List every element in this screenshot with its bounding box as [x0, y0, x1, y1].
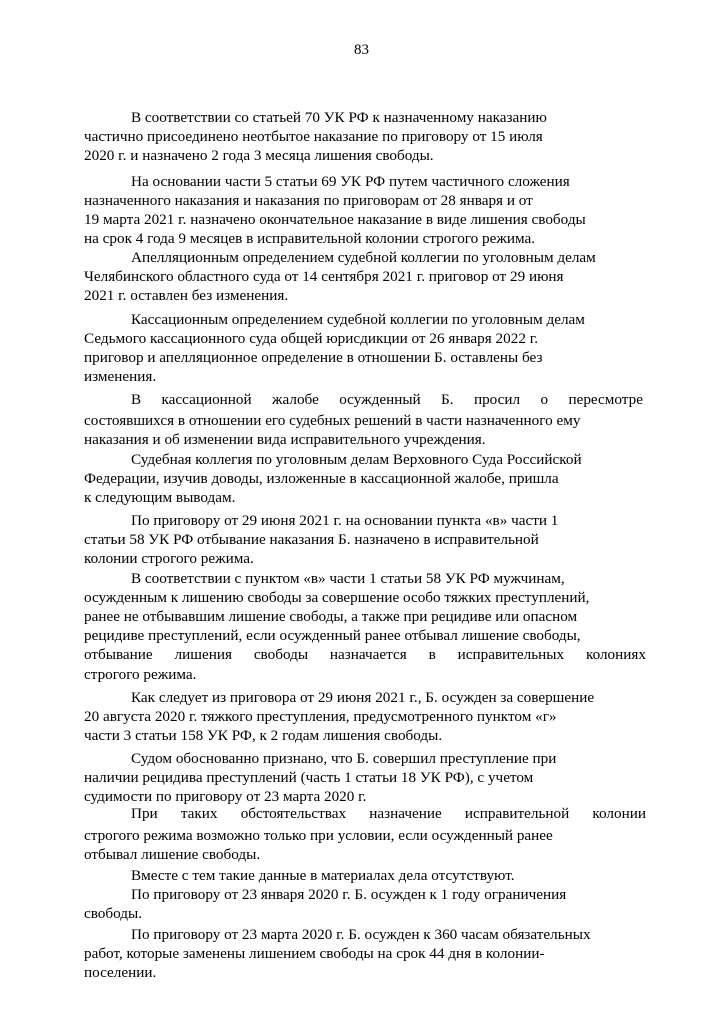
text-line: судимости по приговору от 23 марта 2020 г. [84, 788, 367, 805]
text-line: состоявшихся в отношении его судебных решений в части назначенного ему [84, 412, 581, 429]
text-line: По приговору от 29 июня 2021 г. на основании пункта «в» части 1 [131, 512, 559, 529]
text-line: Как следует из приговора от 29 июня 2021 г., Б. осужден за совершение [131, 689, 595, 706]
text-line: Федерации, изучив доводы, изложенные в кассационной жалобе, пришла [84, 470, 559, 487]
text-line: Вместе с тем такие данные в материалах дела отсутствуют. [131, 867, 515, 884]
text-line: строгого режима. [84, 666, 197, 683]
text-line: на срок 4 года 9 месяцев в исправительной колонии строгого режима. [84, 230, 536, 247]
text-line: поселении. [84, 964, 157, 981]
text-line: В кассационной жалобе осужденный Б. просил о пересмотре [131, 391, 643, 408]
text-line: наказания и об изменении вида исправительного учреждения. [84, 431, 486, 448]
text-line: Судебная коллегия по уголовным делам Верховного Суда Российской [131, 451, 582, 468]
text-line: части 3 статьи 158 УК РФ, к 2 годам лишения свободы. [84, 727, 443, 744]
text-line: свободы. [84, 905, 143, 922]
text-line: отбывание лишения свободы назначается в исправительных колониях [84, 646, 646, 663]
text-line: Седьмого кассационного суда общей юрисдикции от 26 января 2022 г. [84, 330, 539, 347]
text-line: В соответствии со статьей 70 УК РФ к назначенному наказанию [131, 109, 547, 126]
text-line: изменения. [84, 368, 157, 385]
text-line: назначенного наказания и наказания по приговорам от 28 января и от [84, 192, 533, 209]
text-line: Челябинского областного суда от 14 сентября 2021 г. приговор от 29 июня [84, 268, 564, 285]
text-line: 19 марта 2021 г. назначено окончательное наказание в виде лишения свободы [84, 211, 586, 228]
text-line: На основании части 5 статьи 69 УК РФ путем частичного сложения [131, 173, 570, 190]
page-number: 83 [354, 42, 369, 58]
text-line: Судом обоснованно признано, что Б. совершил преступление при [131, 750, 557, 767]
text-line: По приговору от 23 марта 2020 г. Б. осужден к 360 часам обязательных [131, 926, 591, 943]
text-line: рецидиве преступлений, если осужденный ранее отбывал лишение свободы, [84, 627, 581, 644]
text-line: В соответствии с пунктом «в» части 1 статьи 58 УК РФ мужчинам, [131, 570, 565, 587]
text-line: 2020 г. и назначено 2 года 3 месяца лишения свободы. [84, 147, 434, 164]
text-line: частично присоединено неотбытое наказание по приговору от 15 июля [84, 128, 543, 145]
text-line: осужденным к лишению свободы за совершение особо тяжких преступлений, [84, 589, 590, 606]
text-line: Кассационным определением судебной коллегии по уголовным делам [131, 311, 585, 328]
text-line: работ, которые заменены лишением свободы на срок 44 дня в колонии- [84, 945, 545, 962]
text-line: отбывал лишение свободы. [84, 846, 261, 863]
text-line: статьи 58 УК РФ отбывание наказания Б. назначено в исправительной [84, 531, 539, 548]
text-line: наличии рецидива преступлений (часть 1 статьи 18 УК РФ), с учетом [84, 769, 534, 786]
text-line: приговор и апелляционное определение в отношении Б. оставлены без [84, 349, 543, 366]
text-line: При таких обстоятельствах назначение исправительной колонии [131, 805, 646, 822]
text-line: Апелляционным определением судебной коллегии по уголовным делам [131, 249, 596, 266]
text-line: ранее не отбывавшим лишение свободы, а также при рецидиве или опасном [84, 608, 578, 625]
text-line: 20 августа 2020 г. тяжкого преступления, предусмотренного пунктом «г» [84, 708, 557, 725]
text-line: 2021 г. оставлен без изменения. [84, 287, 289, 304]
text-line: По приговору от 23 января 2020 г. Б. осужден к 1 году ограничения [131, 886, 567, 903]
text-line: колонии строгого режима. [84, 550, 254, 567]
text-line: строгого режима возможно только при условии, если осужденный ранее [84, 827, 553, 844]
text-line: к следующим выводам. [84, 489, 236, 506]
